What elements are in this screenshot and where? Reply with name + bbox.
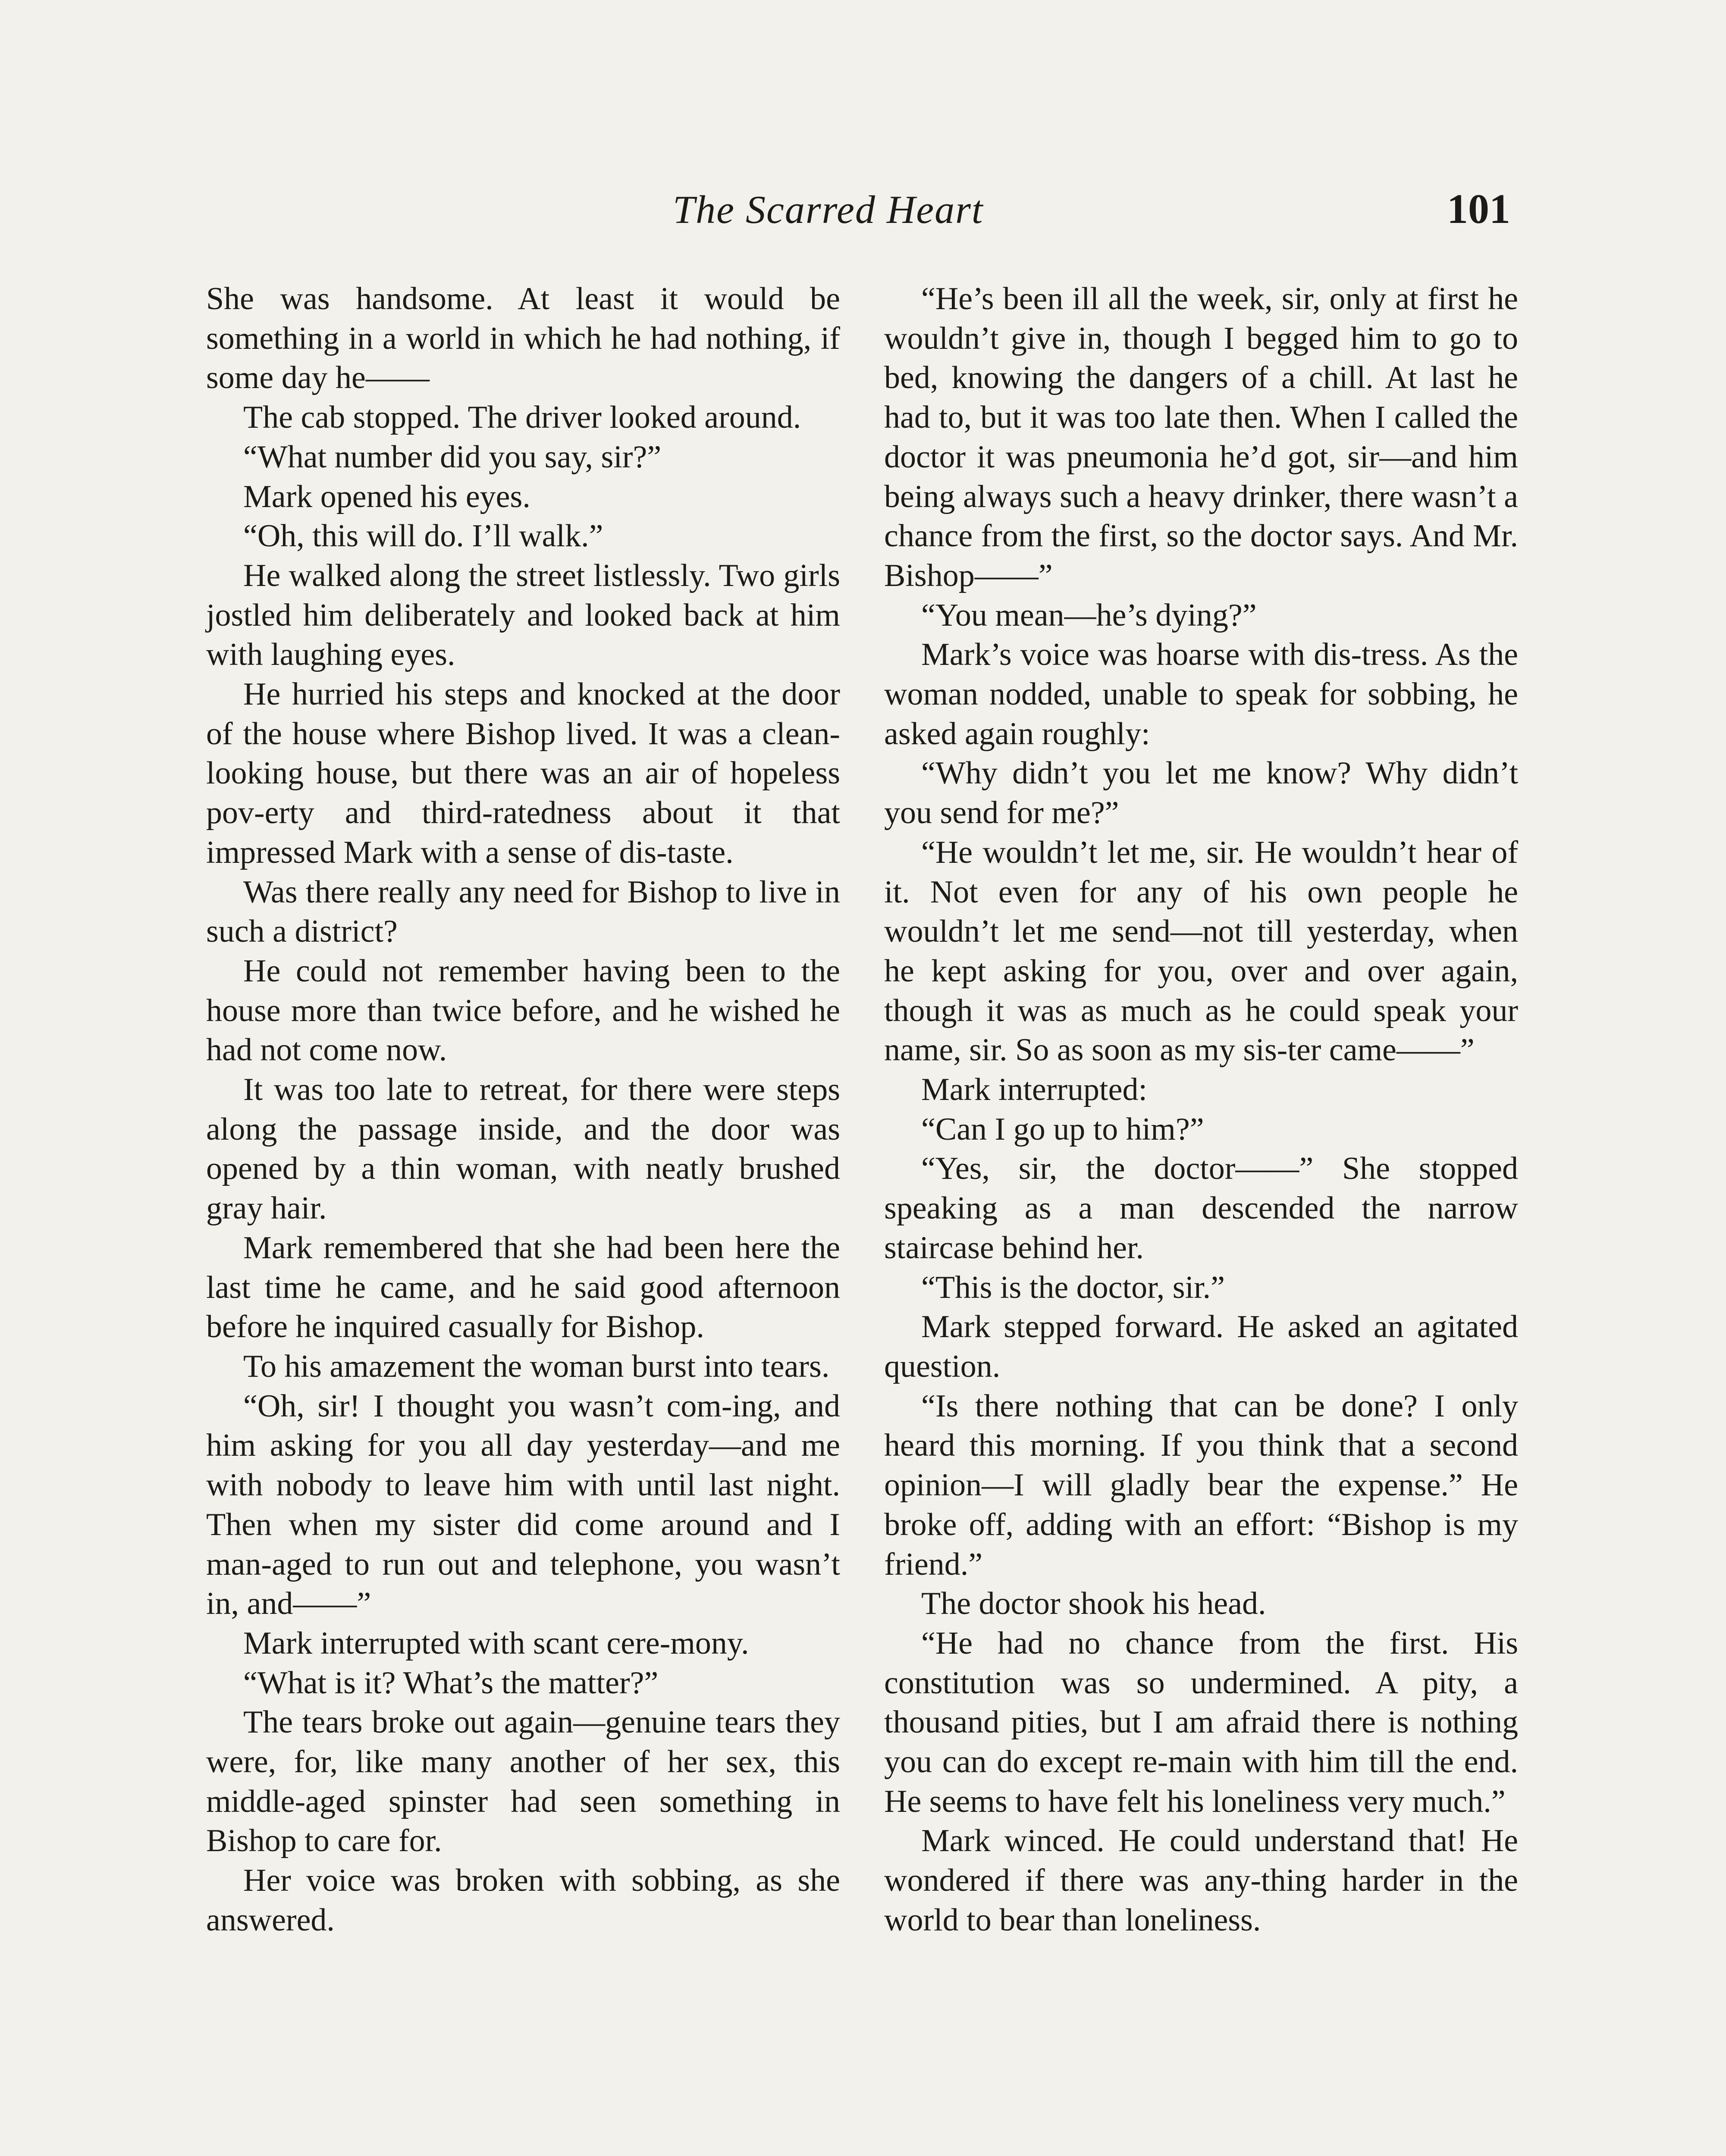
paragraph: “Oh, this will do. I’ll walk.” xyxy=(243,518,603,554)
paragraph: “What number did you say, sir?” xyxy=(243,439,662,475)
running-title: The Scarred Heart xyxy=(673,188,984,232)
paragraph: Mark interrupted: xyxy=(921,1072,1147,1108)
page-number: 101 xyxy=(1447,186,1510,232)
paragraph: “He’s been ill all the week, sir, only at first he wouldn’t give in, though I begged him to go to bed, knowing the dangers of a chill. At last he had to, but it was too late then. When I called the doctor it was pneumonia he’d got, sir—and him being always such a heavy drinker, there wasn’t a chance from the first, so the doctor says. And Mr. Bishop——” xyxy=(884,281,1518,593)
paragraph: Mark remembered that she had been here the last time he came, and he said good afternoon before he inquired casually for Bishop. xyxy=(206,1230,840,1345)
paragraph: “Why didn’t you let me know? Why didn’t you send for me?” xyxy=(884,755,1518,831)
paragraph: Mark opened his eyes. xyxy=(243,479,530,514)
paragraph: “What is it? What’s the matter?” xyxy=(243,1665,659,1701)
paragraph: She was handsome. At least it would be something in a world in which he had nothing, if some day he—— xyxy=(206,281,840,396)
paragraph: “Oh, sir! I thought you wasn’t com-ing, and him asking for you all day yesterday—and me with nobody to leave him with until last night. Then when my sister did come around and I man-aged to run out and telephone, you wasn’t in, and——” xyxy=(206,1388,840,1622)
paragraph: Mark interrupted with scant cere-mony. xyxy=(243,1625,749,1661)
paragraph: The cab stopped. The driver looked around. xyxy=(243,400,801,436)
paragraph: “Can I go up to him?” xyxy=(921,1111,1204,1147)
paragraph: Mark stepped forward. He asked an agitated question. xyxy=(884,1309,1518,1384)
paragraph: “He had no chance from the first. His constitution was so undermined. A pity, a thousand pities, but I am afraid there is nothing you can do except re-main with him till the end. He seems to have felt his loneliness very much.” xyxy=(884,1625,1518,1819)
paragraph: “Is there nothing that can be done? I only heard this morning. If you think that a second opinion—I will gladly bear the expense.” He broke off, adding with an effort: “Bishop is my friend.” xyxy=(884,1388,1518,1582)
paragraph: “He wouldn’t let me, sir. He wouldn’t hear of it. Not even for any of his own people he wouldn’t let me send—not till yesterday, when he kept asking for you, over and over again, though it was as much as he could speak your name, sir. So as soon as my sis-ter came——” xyxy=(884,834,1518,1068)
paragraph: Mark’s voice was hoarse with dis-tress. As the woman nodded, unable to speak for sobbing, he asked again roughly: xyxy=(884,637,1518,752)
paragraph: He could not remember having been to the house more than twice before, and he wished he had not come now. xyxy=(206,953,840,1068)
paragraph: “This is the doctor, sir.” xyxy=(921,1269,1225,1305)
paragraph: Was there really any need for Bishop to live in such a district? xyxy=(206,874,840,950)
left-column xyxy=(206,279,840,1940)
paragraph: “You mean—he’s dying?” xyxy=(921,597,1257,633)
paragraph: “Yes, sir, the doctor——” She stopped speaking as a man descended the narrow staircase behind her. xyxy=(884,1151,1518,1266)
paragraph: He walked along the street listlessly. Two girls jostled him deliberately and looked back at him with laughing eyes. xyxy=(206,558,840,673)
paragraph: The tears broke out again—genuine tears they were, for, like many another of her sex, this middle-aged spinster had seen something in Bishop to care for. xyxy=(206,1705,840,1859)
paragraph: Mark winced. He could understand that! He wondered if there was any-thing harder in the world to bear than loneliness. xyxy=(884,1823,1518,1938)
paragraph: Her voice was broken with sobbing, as she answered. xyxy=(206,1863,840,1938)
paragraph: To his amazement the woman burst into tears. xyxy=(243,1348,830,1384)
paragraph: It was too late to retreat, for there were steps along the passage inside, and the door was opened by a thin woman, with neatly brushed gray hair. xyxy=(206,1072,840,1226)
right-column xyxy=(884,279,1518,1940)
paragraph: He hurried his steps and knocked at the door of the house where Bishop lived. It was a clean-looking house, but there was an air of hopeless pov-erty and third-ratedness about it that impressed Mark with a sense of dis-taste. xyxy=(206,677,840,870)
paragraph: The doctor shook his head. xyxy=(921,1586,1266,1622)
